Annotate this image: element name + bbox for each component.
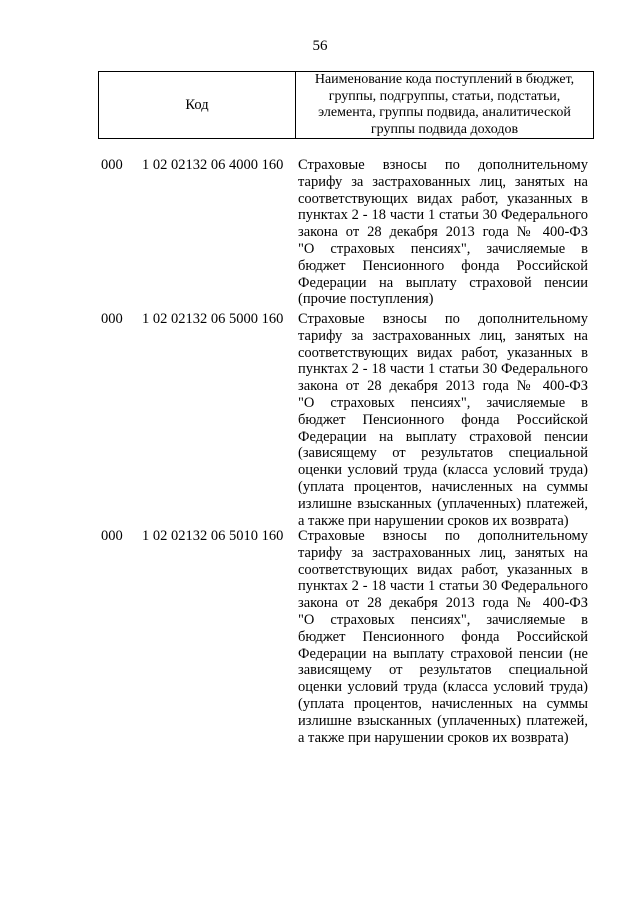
description-line: (прочие поступления) [298, 291, 434, 308]
description-line: "О страховых пенсиях", зачисляемые в [298, 611, 588, 628]
description-line: "О страховых пенсиях", зачисляемые в [298, 394, 588, 411]
description-line: (уплата процентов, начисленных на суммы [298, 478, 588, 495]
header-line: Наименование кода поступлений в бюджет, [314, 72, 575, 87]
description-line: Страховые взносы по дополнительному [298, 157, 588, 173]
header-line: элемента, группы подвида, аналитической [318, 105, 571, 120]
description-line: Страховые взносы по дополнительному [298, 528, 588, 544]
description-line: а также при нарушении сроков их возврата) [298, 729, 569, 746]
description-line: бюджет Пенсионного фонда Российской [298, 411, 588, 428]
description-line: оценки условий труда (класса условий труда) [298, 462, 588, 479]
description-line: соответствующих видах работ, указанных в [298, 344, 588, 361]
description-line: закона от 28 декабря 2013 года № 400-ФЗ [298, 378, 588, 395]
description-line: закона от 28 декабря 2013 года № 400-ФЗ [298, 224, 588, 241]
header-line: группы, подгруппы, статьи, подстатьи, [328, 88, 561, 104]
description-line: (зависящему от результатов специальной [298, 445, 588, 462]
income-description [298, 157, 588, 308]
table-header [98, 71, 594, 139]
description-line: Федерации на выплату страховой пенсии [298, 428, 588, 445]
description-line: оценки условий труда (класса условий труда) [298, 679, 588, 696]
description-line: пунктах 2 - 18 части 1 статьи 30 Федерального [298, 207, 588, 224]
description-line: соответствующих видах работ, указанных в [298, 561, 588, 578]
description-line: Федерации на выплату страховой пенсии (не [298, 645, 588, 662]
admin-code: 000 [101, 528, 123, 544]
description-line: бюджет Пенсионного фонда Российской [298, 628, 588, 645]
description-line: а также при нарушении сроков их возврата) [298, 512, 569, 529]
description-line: закона от 28 декабря 2013 года № 400-ФЗ [298, 595, 588, 612]
income-description [298, 311, 588, 529]
description-line: тарифу за застрахованных лиц, занятых на [298, 544, 588, 561]
description-line: излишне взысканных (уплаченных) платежей, [298, 712, 588, 729]
description-line: пунктах 2 - 18 части 1 статьи 30 Федерального [298, 361, 588, 378]
income-code: 1 02 02132 06 5000 160 [142, 311, 284, 327]
code-column-header: Код [99, 72, 296, 139]
page-number: 56 [312, 38, 328, 54]
name-column-header [296, 72, 594, 139]
income-code: 1 02 02132 06 5010 160 [142, 528, 284, 544]
income-description [298, 528, 588, 746]
description-line: соответствующих видах работ, указанных в [298, 190, 588, 207]
description-line: пунктах 2 - 18 части 1 статьи 30 Федерального [298, 578, 588, 595]
description-line: тарифу за застрахованных лиц, занятых на [298, 327, 588, 344]
description-line: излишне взысканных (уплаченных) платежей, [298, 495, 588, 512]
header-line: группы подвида доходов [370, 121, 519, 137]
description-line: Страховые взносы по дополнительному [298, 311, 588, 327]
description-line: зависящему от результатов специальной [298, 662, 588, 679]
income-code: 1 02 02132 06 4000 160 [142, 157, 284, 173]
description-line: тарифу за застрахованных лиц, занятых на [298, 173, 588, 190]
description-line: Федерации на выплату страховой пенсии [298, 274, 588, 291]
description-line: (уплата процентов, начисленных на суммы [298, 695, 588, 712]
description-line: "О страховых пенсиях", зачисляемые в [298, 240, 588, 257]
admin-code: 000 [101, 311, 123, 327]
admin-code: 000 [101, 157, 123, 173]
description-line: бюджет Пенсионного фонда Российской [298, 257, 588, 274]
